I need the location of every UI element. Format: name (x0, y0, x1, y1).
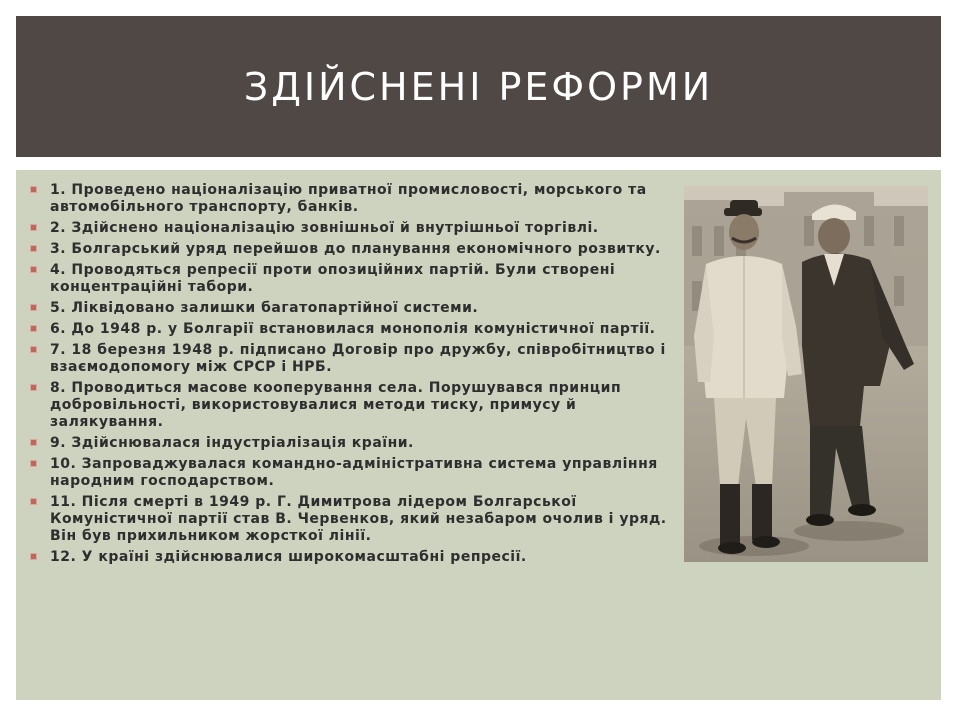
list-item (26, 342, 676, 376)
reform-list (26, 182, 676, 570)
square-bullet-icon (30, 304, 37, 311)
title-band (16, 16, 941, 157)
square-bullet-icon (30, 245, 37, 252)
square-bullet-icon (30, 439, 37, 446)
list-item-text: 2. Здійснено націоналізацію зовнішньої й внутрішньої торгівлі. (50, 220, 599, 236)
historical-photo (684, 186, 928, 562)
list-item (26, 300, 676, 317)
list-item-text: 12. У країні здійснювалися широкомасштабні репресії. (50, 549, 527, 565)
list-item-text: 10. Запроваджувалася командно-адміністративна система управління народним господарством. (50, 456, 658, 489)
list-item (26, 456, 676, 490)
content-panel (16, 170, 941, 700)
list-item (26, 182, 676, 216)
list-item (26, 549, 676, 566)
square-bullet-icon (30, 224, 37, 231)
list-item-text: 7. 18 березня 1948 р. підписано Договір про дружбу, співробітництво і взаємодопомогу між СРСР і НРБ. (50, 342, 666, 375)
square-bullet-icon (30, 460, 37, 467)
list-item (26, 241, 676, 258)
list-item-text: 5. Ліквідовано залишки багатопартійної системи. (50, 300, 479, 316)
list-item-text: 6. До 1948 р. у Болгарії встановилася монополія комуністичної партії. (50, 321, 656, 337)
list-item (26, 262, 676, 296)
list-item-text: 8. Проводиться масове кооперування села. Порушувався принцип добровільності, використовувалися методи тиску, примусу й залякування. (50, 380, 622, 430)
list-item (26, 321, 676, 338)
square-bullet-icon (30, 266, 37, 273)
list-item-text: 1. Проведено націоналізацію приватної промисловості, морського та автомобільного транспорту, банків. (50, 182, 647, 215)
list-item-text: 4. Проводяться репресії проти опозиційних партій. Були створені концентраційні табори. (50, 262, 616, 295)
square-bullet-icon (30, 553, 37, 560)
slide-title: ЗДІЙСНЕНІ РЕФОРМИ (243, 64, 714, 109)
photo-illustration (684, 186, 928, 562)
list-item (26, 380, 676, 431)
square-bullet-icon (30, 186, 37, 193)
list-item (26, 220, 676, 237)
list-item-text: 11. Після смерті в 1949 р. Г. Димитрова лідером Болгарської Комуністичної партії став В. Червенков, який незабаром очолив і уряд. Він був прихильником жорсткої лінії. (50, 494, 667, 544)
square-bullet-icon (30, 498, 37, 505)
square-bullet-icon (30, 325, 37, 332)
list-item-text: 9. Здійснювалася індустріалізація країни. (50, 435, 414, 451)
list-item-text: 3. Болгарський уряд перейшов до планування економічного розвитку. (50, 241, 661, 257)
square-bullet-icon (30, 346, 37, 353)
square-bullet-icon (30, 384, 37, 391)
list-item (26, 435, 676, 452)
list-item (26, 494, 676, 545)
